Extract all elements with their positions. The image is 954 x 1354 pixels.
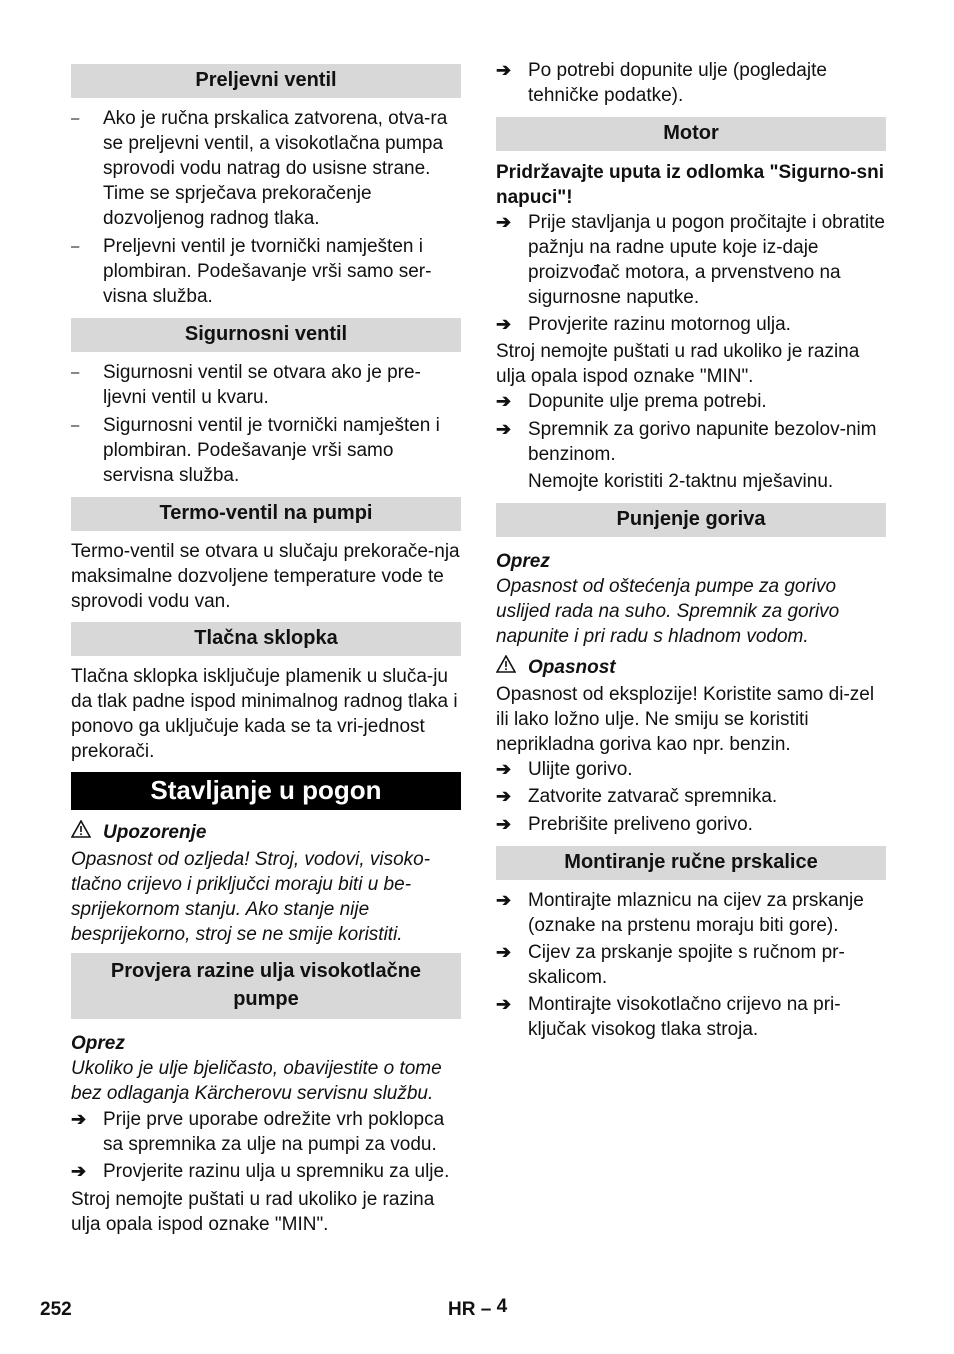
- left-column: [71, 58, 461, 1237]
- arrow-bullet-icon: ➔: [496, 994, 512, 1014]
- caution-text: Ukoliko je ulje bjeličasto, obavijestite o tome bez odlaganja Kärcherovu servisnu službu.: [71, 1058, 442, 1104]
- paragraph: Tlačna sklopka isključuje plamenik u sluča-ju da tlak padne ispod minimalnog radnog tlaka i ponovo ga uključuje kada se ta vri-jednost prekorači.: [71, 666, 458, 762]
- separator: –: [480, 1299, 492, 1320]
- arrow-bullet-icon: ➔: [496, 60, 512, 80]
- heading-montiranje-rucne-prskalice: Montiranje ručne prskalice: [496, 846, 886, 880]
- list-item: [71, 234, 461, 309]
- list-item: [496, 417, 886, 467]
- list-item: [496, 940, 886, 990]
- list-item: [71, 413, 461, 488]
- caution-text: Opasnost od oštećenja pumpe za gorivo uslijed rada na suho. Spremnik za gorivo napunite i pri radu s hladnom vodom.: [496, 576, 840, 647]
- list-item-text: Prebrišite preliveno gorivo.: [528, 814, 753, 835]
- list-item: [71, 1107, 461, 1157]
- list-item: [71, 106, 461, 231]
- list-item-text: Montirajte visokotlačno crijevo na pri-ključak visokog tlaka stroja.: [528, 994, 841, 1040]
- danger-text: Opasnost od eksplozije! Koristite samo di-zel ili lako ložno ulje. Ne smiju se koristiti neprikladna goriva kao npr. benzin.: [496, 684, 875, 755]
- list-item-text: Ako je ručna prskalica zatvorena, otva-ra se preljevni ventil, a visokotlačna pumpa sprovodi vodu natrag do usisne strane. Time se sprječava prekoračenje dozvoljenog radnog tlaka.: [103, 108, 448, 229]
- list-item-text: Montirajte mlaznicu na cijev za prskanje (oznake na prstenu moraju biti gore).: [528, 890, 864, 936]
- list-item-text: Dopunite ulje prema potrebi.: [528, 391, 767, 412]
- paragraph: Termo-ventil se otvara u slučaju prekorače-nja maksimalne dozvoljene temperature vode te sprovodi vodu van.: [71, 541, 460, 612]
- list-item: [496, 312, 886, 337]
- heading-sigurnosni-ventil: Sigurnosni ventil: [71, 318, 461, 352]
- language-code: HR: [448, 1299, 476, 1320]
- list-item: [71, 1159, 461, 1184]
- arrow-bullet-icon: ➔: [496, 419, 512, 439]
- dash-bullet: –: [71, 364, 80, 381]
- heading-preljevni-ventil: Preljevni ventil: [71, 64, 461, 98]
- list-item: [496, 58, 886, 108]
- list-item-text: Prije stavljanja u pogon pročitajte i obratite pažnju na radne upute koje iz-daje proizvođač motora, a prvenstveno na sigurnosne naputke.: [528, 212, 885, 308]
- section-title: Stavljanje u pogon: [71, 772, 461, 810]
- arrow-bullet-icon: ➔: [496, 314, 512, 334]
- right-column: [496, 58, 886, 1042]
- arrow-bullet-icon: ➔: [496, 786, 512, 806]
- arrow-bullet-icon: ➔: [71, 1109, 87, 1129]
- list-item-text: Sigurnosni ventil je tvornički namješten i plombiran. Podešavanje vrši samo servisna služba.: [103, 415, 440, 486]
- arrow-bullet-icon: ➔: [496, 391, 512, 411]
- arrow-bullet-icon: ➔: [496, 212, 512, 232]
- section-page-number: 4: [496, 1296, 508, 1317]
- arrow-bullet-icon: ➔: [71, 1161, 87, 1181]
- arrow-bullet-icon: ➔: [496, 942, 512, 962]
- warning-triangle-icon: [71, 820, 103, 845]
- list-item-text: Spremnik za gorivo napunite bezolov-nim benzinom.: [528, 419, 877, 465]
- list-item-text: Prije prve uporabe odrežite vrh poklopca sa spremnika za ulje na pumpi za vodu.: [103, 1109, 445, 1155]
- arrow-bullet-icon: ➔: [496, 814, 512, 834]
- dash-bullet: –: [71, 238, 80, 255]
- list-item: [496, 757, 886, 782]
- danger-label: Opasnost: [528, 657, 616, 678]
- list-item-text: Zatvorite zatvarač spremnika.: [528, 786, 778, 807]
- page-number: 252: [40, 1299, 72, 1320]
- heading-tlacna-sklopka: Tlačna sklopka: [71, 622, 461, 656]
- list-item-text: Po potrebi dopunite ulje (pogledajte tehničke podatke).: [528, 60, 827, 106]
- list-item: [496, 812, 886, 837]
- arrow-bullet-icon: ➔: [496, 759, 512, 779]
- arrow-bullet-icon: ➔: [496, 890, 512, 910]
- heading-termo-ventil: Termo-ventil na pumpi: [71, 497, 461, 531]
- paragraph: Stroj nemojte puštati u rad ukoliko je razina ulja opala ispod oznake "MIN".: [496, 341, 860, 387]
- caution-label: Oprez: [71, 1033, 125, 1054]
- heading-motor: Motor: [496, 117, 886, 151]
- warning-text: Opasnost od ozljeda! Stroj, vodovi, visoko-tlačno crijevo i priključci moraju biti u be-sprijekornom stanju. Ako stanje nije besprijekorno, stroj se ne smije koristiti.: [71, 849, 431, 945]
- list-item-text: Ulijte gorivo.: [528, 759, 633, 780]
- list-item-text: Preljevni ventil je tvornički namješten i plombiran. Podešavanje vrši samo ser-visna služba.: [103, 236, 432, 307]
- list-item: [496, 888, 886, 938]
- list-item-text: Provjerite razinu motornog ulja.: [528, 314, 791, 335]
- list-item-text: Sigurnosni ventil se otvara ako je pre-ljevni ventil u kvaru.: [103, 362, 421, 408]
- list-item-text: Cijev za prskanje spojite s ručnom pr-skalicom.: [528, 942, 845, 988]
- caution-label: Oprez: [496, 551, 550, 572]
- list-item: [496, 784, 886, 809]
- warning-label: Upozorenje: [103, 822, 207, 843]
- danger-label-row: [496, 655, 886, 680]
- list-item: [71, 360, 461, 410]
- dash-bullet: –: [71, 110, 80, 127]
- warning-triangle-icon: [496, 655, 528, 680]
- heading-provjera-razine-ulja: Provjera razine ulja visokotlačne pumpe: [71, 953, 461, 1019]
- note: Nemojte koristiti 2-taktnu mješavinu.: [528, 471, 834, 492]
- list-item: [496, 992, 886, 1042]
- bold-instruction: Pridržavajte uputa iz odlomka "Sigurno-sni napuci"!: [496, 162, 885, 208]
- heading-punjenje-goriva: Punjenje goriva: [496, 503, 886, 537]
- warning-label-row: [71, 820, 461, 845]
- paragraph: Stroj nemojte puštati u rad ukoliko je razina ulja opala ispod oznake "MIN".: [71, 1189, 435, 1235]
- language-page-marker: [448, 1297, 507, 1322]
- list-item-text: Provjerite razinu ulja u spremniku za ulje.: [103, 1161, 450, 1182]
- list-item: [496, 389, 886, 414]
- dash-bullet: –: [71, 417, 80, 434]
- list-item: [496, 210, 886, 310]
